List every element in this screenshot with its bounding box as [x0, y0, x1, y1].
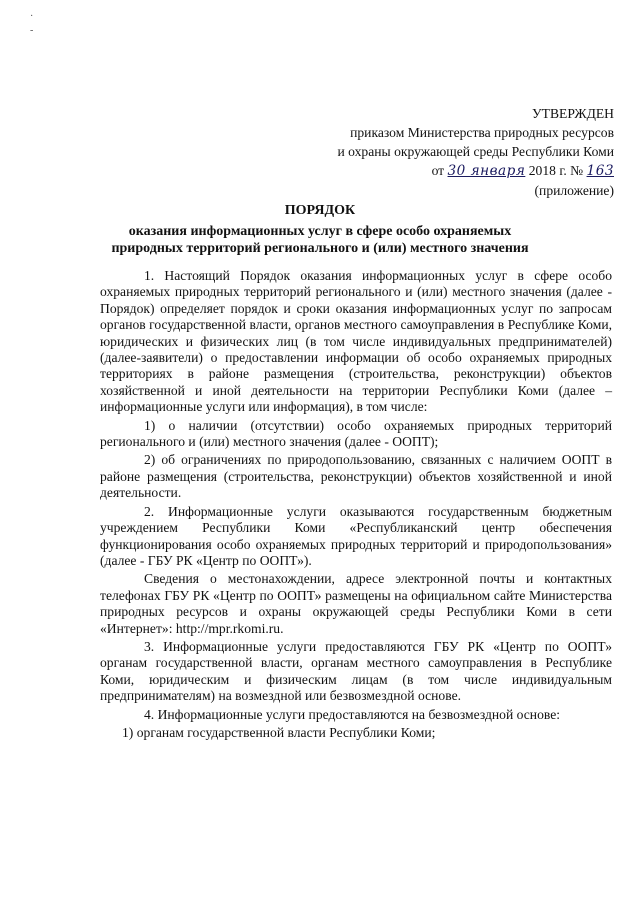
document-title — [0, 202, 640, 257]
paragraph-contacts: Сведения о местонахождении, адресе электронной почты и контактных телефонах ГБУ РК «Центр по ООПТ» размещены на официальном сайте Министерства природных ресурсов и охраны окружающей среды Республики Коми в сети «Интернет»: http://mpr.rkomi.ru. — [100, 571, 612, 636]
date-year: 2018 г. № — [528, 163, 584, 178]
title-subtitle-2: природных территорий регионального и (или) местного значения — [111, 241, 529, 256]
scan-marks — [30, 10, 33, 38]
paragraph-4-item-1: 1) органам государственной власти Республики Коми; — [122, 724, 436, 740]
document-body — [100, 268, 612, 743]
approval-ministry-line: и охраны окружающей среды Республики Коми — [337, 144, 614, 159]
scan-mark-top: · — [30, 11, 34, 22]
scan-mark-second: - — [30, 25, 34, 36]
paragraph-1-item-1: 1) о наличии (отсутствии) особо охраняемых природных территорий регионального и (или) местного значения (далее - ООПТ); — [100, 417, 612, 450]
approval-date-line — [284, 161, 614, 181]
handwritten-number: 163 — [586, 163, 614, 179]
approval-heading: УТВЕРЖДЕН — [532, 106, 614, 121]
handwritten-date: 30 января — [447, 163, 526, 179]
paragraph-3: 3. Информационные услуги предоставляются ГБУ РК «Центр по ООПТ» органам государственной власти, органам местного самоуправления в Республике Коми, юридическим и физическим лицам (в том числе индивидуальным предпринимателям) на возмездной или безвозмездной основе. — [100, 638, 612, 704]
paragraph-4: 4. Информационные услуги предоставляются на безвозмездной основе: — [144, 706, 561, 722]
approval-block — [284, 104, 614, 200]
paragraph-1-item-2: 2) об ограничениях по природопользованию, связанных с наличием ООПТ в районе размещения (строительства, реконструкции) объектов хозяйственной и иной деятельности. — [100, 452, 612, 501]
paragraph-2: 2. Информационные услуги оказываются государственным бюджетным учреждением Республики Коми «Республиканский центр обеспечения функционирования особо охраняемых природных территорий и природопользования» (далее - ГБУ РК «Центр по ООПТ»). — [100, 503, 612, 568]
approval-appendix: (приложение) — [534, 183, 614, 198]
title-subtitle-1: оказания информационных услуг в сфере особо охраняемых — [128, 224, 512, 239]
date-prefix: от — [431, 163, 445, 178]
paragraph-1: 1. Настоящий Порядок оказания информационных услуг в сфере особо охраняемых природных территорий регионального и (или) местного значения (далее - Порядок) определяет порядок и сроки оказания информационных услуг по запросам органов государственной власти, органов местного самоуправления в Республике Коми, юридических и физических лиц (в том числе индивидуальных предпринимателей) (далее-заявители) о предоставлении информации об особо охраняемых природных территориях в районе размещения (строительства, реконструкции) объектов хозяйственной и иной деятельности на территории Республики Коми (далее – информационные услуги или информация), в том числе: — [100, 268, 612, 415]
approval-order-line: приказом Министерства природных ресурсов — [350, 125, 614, 140]
title-main: ПОРЯДОК — [284, 203, 356, 218]
